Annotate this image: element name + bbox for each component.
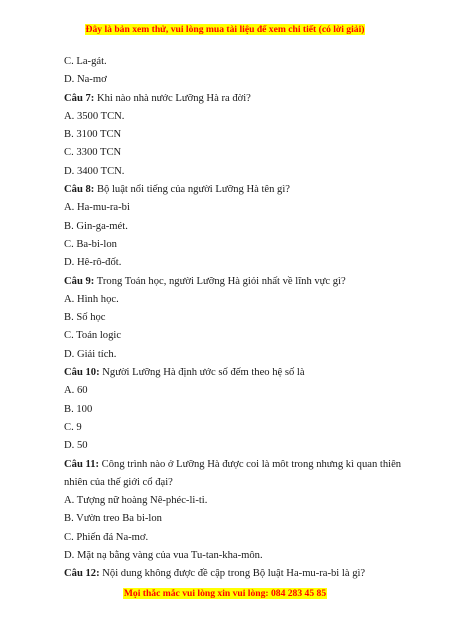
- answer-option: A. Tượng nữ hoàng Nê-phéc-li-ti.: [64, 495, 208, 507]
- answer-option: C. 9: [64, 421, 82, 433]
- question-line: [64, 456, 402, 474]
- question-number: Câu 10:: [64, 367, 100, 379]
- answer-option: D. 50: [64, 440, 88, 452]
- answer-option: A. 60: [64, 385, 88, 397]
- question-text: Trong Toán học, người Lưỡng Hà giỏi nhất về lĩnh vực gì?: [94, 275, 346, 287]
- question-line: [64, 90, 394, 108]
- answer-option: D. Na-mơ: [64, 74, 107, 86]
- answer-option: B. Gin-ga-mét.: [64, 220, 128, 232]
- answer-option: A. Ha-mu-ra-bi: [64, 202, 130, 214]
- answer-option: C. Phiến đá Na-mơ.: [64, 531, 149, 543]
- answer-option: B. 3100 TCN: [64, 129, 122, 141]
- contact-footer-text: Mọi thắc mắc vui lòng xin vui lòng: 084 283 45 85: [123, 588, 327, 599]
- answer-option: D. 3400 TCN.: [64, 165, 125, 177]
- question-number: Câu 8:: [64, 184, 95, 196]
- question-text: Người Lưỡng Hà định ước số đếm theo hệ số là: [99, 367, 305, 379]
- answer-option: C. La-gát.: [64, 56, 107, 67]
- answer-option: A. 3500 TCN.: [64, 110, 125, 122]
- question-text: Bộ luật nổi tiếng của người Lưỡng Hà tên gì?: [94, 184, 290, 196]
- answer-option: D. Hê-rô-đốt.: [64, 257, 122, 269]
- question-line: [64, 364, 394, 382]
- answer-option: C. Ba-bi-lon: [64, 238, 117, 250]
- question-text: Nội dung không được đề cập trong Bộ luật Ha-mu-ra-bi là gì?: [99, 568, 366, 580]
- document-body: [64, 53, 402, 584]
- answer-option: D. Giải tích.: [64, 348, 117, 360]
- preview-notice-text: Đây là bản xem thử, vui lòng mua tài liệu để xem chi tiết (có lời giải): [85, 24, 365, 35]
- question-number: Câu 9:: [64, 275, 95, 287]
- contact-footer-banner: [0, 588, 450, 600]
- answer-option: B. Vườn treo Ba bi-lon: [64, 513, 162, 525]
- preview-notice-banner: [0, 24, 450, 36]
- question-text: Công trình nào ở Lưỡng Hà được coi là môt trong nhưng kì quan thiên: [99, 458, 402, 470]
- question-line: [64, 273, 394, 291]
- answer-option: C. 3300 TCN: [64, 147, 122, 159]
- answer-option: nhiên của thế giới cổ đại?: [64, 476, 173, 488]
- answer-option: B. Số học: [64, 312, 106, 324]
- question-line: [64, 181, 394, 199]
- question-text: Khi nào nhà nước Lưỡng Hà ra đời?: [94, 92, 251, 104]
- question-line: [64, 565, 394, 583]
- question-number: Câu 7:: [64, 92, 95, 104]
- question-number: Câu 12:: [64, 568, 100, 580]
- answer-option: C. Toán logic: [64, 330, 122, 342]
- question-number: Câu 11:: [64, 458, 100, 470]
- answer-option: A. Hình học.: [64, 293, 119, 305]
- answer-option: D. Mặt nạ bằng vàng của vua Tu-tan-kha-môn.: [64, 550, 263, 562]
- answer-option: B. 100: [64, 403, 93, 415]
